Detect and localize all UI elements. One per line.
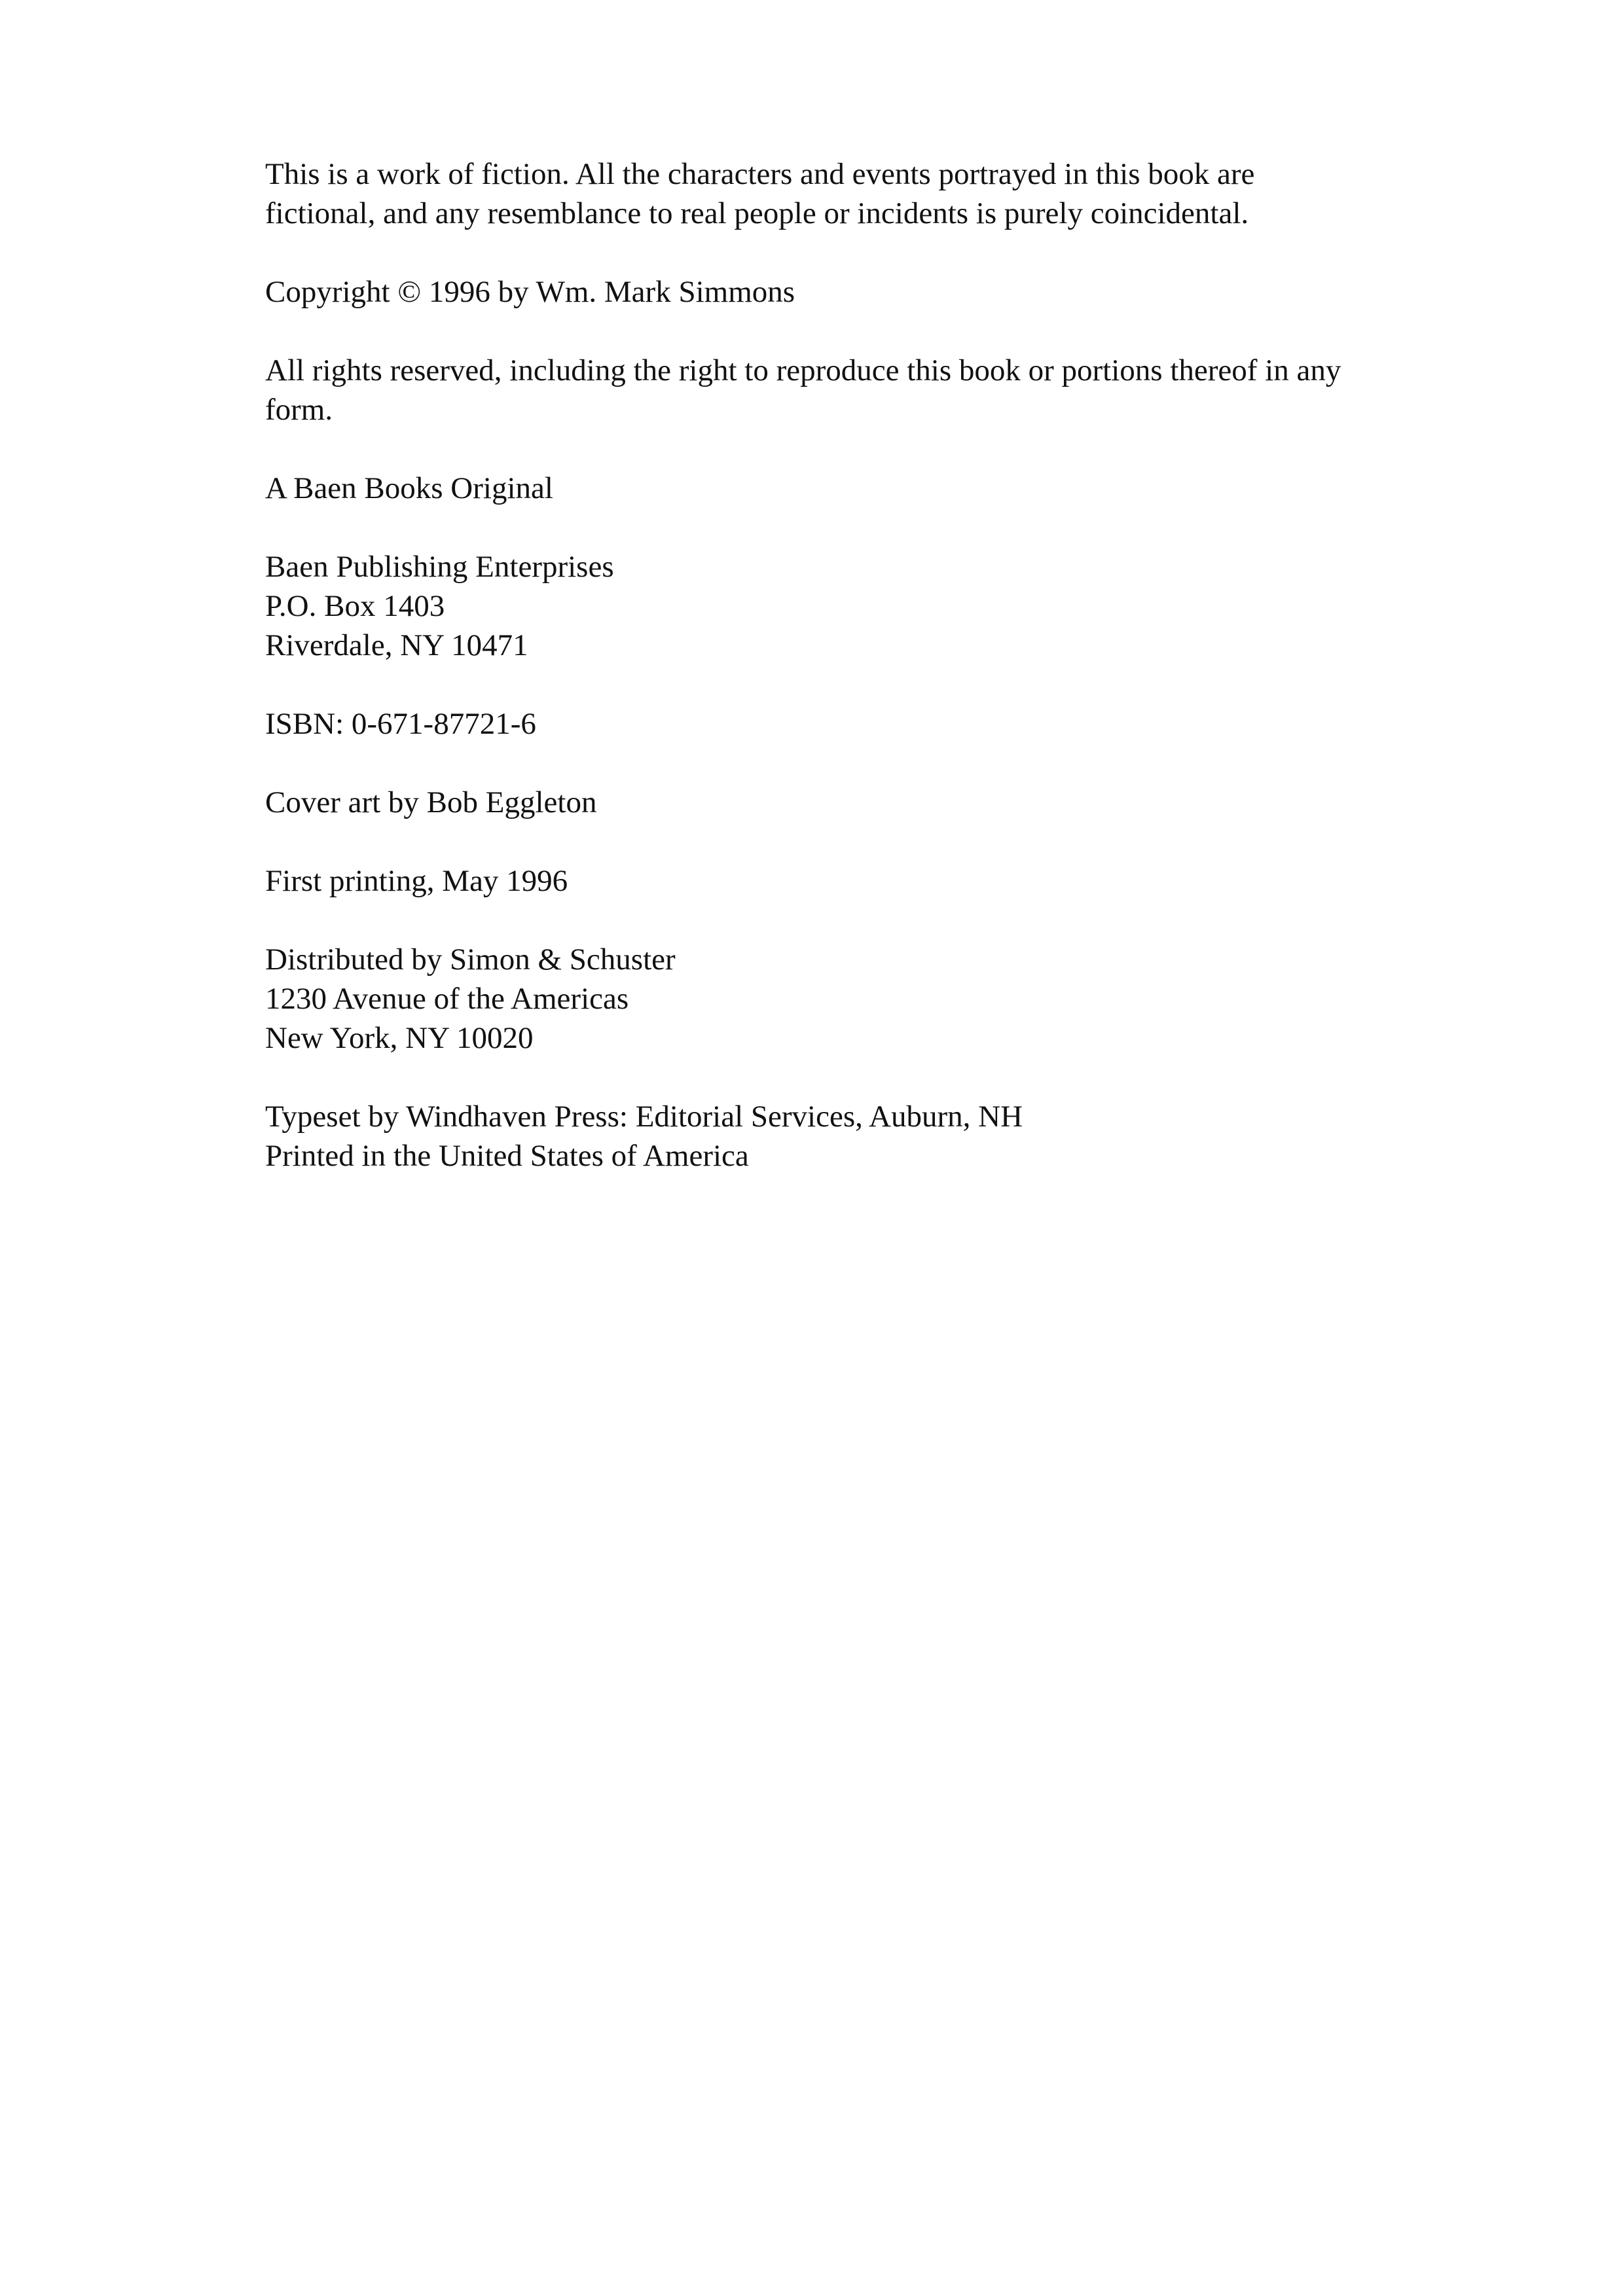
copyright-notice	[265, 272, 1365, 312]
isbn	[265, 704, 1365, 744]
publisher-po-box: P.O. Box 1403	[265, 589, 445, 623]
cover-art-line: Cover art by Bob Eggleton	[265, 785, 597, 819]
distributor-city: New York, NY 10020	[265, 1021, 534, 1055]
page-body	[265, 154, 1365, 1175]
cover-art-credit	[265, 783, 1365, 822]
distributor-street: 1230 Avenue of the Americas	[265, 982, 629, 1016]
rights-line-1: All rights reserved, including the right to reproduce this book or portions thereof in any	[265, 353, 1341, 387]
typeset-line: Typeset by Windhaven Press: Editorial Services, Auburn, NH	[265, 1100, 1023, 1134]
production-info	[265, 1097, 1365, 1175]
isbn-line: ISBN: 0-671-87721-6	[265, 707, 536, 741]
rights-notice	[265, 351, 1365, 429]
fiction-notice-line-1: This is a work of fiction. All the characters and events portrayed in this book are	[265, 157, 1255, 191]
copyright-line: Copyright © 1996 by Wm. Mark Simmons	[265, 275, 795, 309]
publisher-address	[265, 547, 1365, 665]
rights-line-2: form.	[265, 393, 333, 427]
printed-in-line: Printed in the United States of America	[265, 1139, 749, 1173]
printing-line: First printing, May 1996	[265, 864, 568, 898]
imprint	[265, 469, 1365, 508]
fiction-notice	[265, 154, 1365, 233]
fiction-notice-line-2: fictional, and any resemblance to real people or incidents is purely coincidental.	[265, 196, 1249, 230]
distributor-name: Distributed by Simon & Schuster	[265, 942, 676, 977]
distributor-address	[265, 940, 1365, 1058]
imprint-line: A Baen Books Original	[265, 471, 553, 505]
printing-info	[265, 861, 1365, 901]
publisher-name: Baen Publishing Enterprises	[265, 550, 614, 584]
publisher-city: Riverdale, NY 10471	[265, 628, 528, 662]
